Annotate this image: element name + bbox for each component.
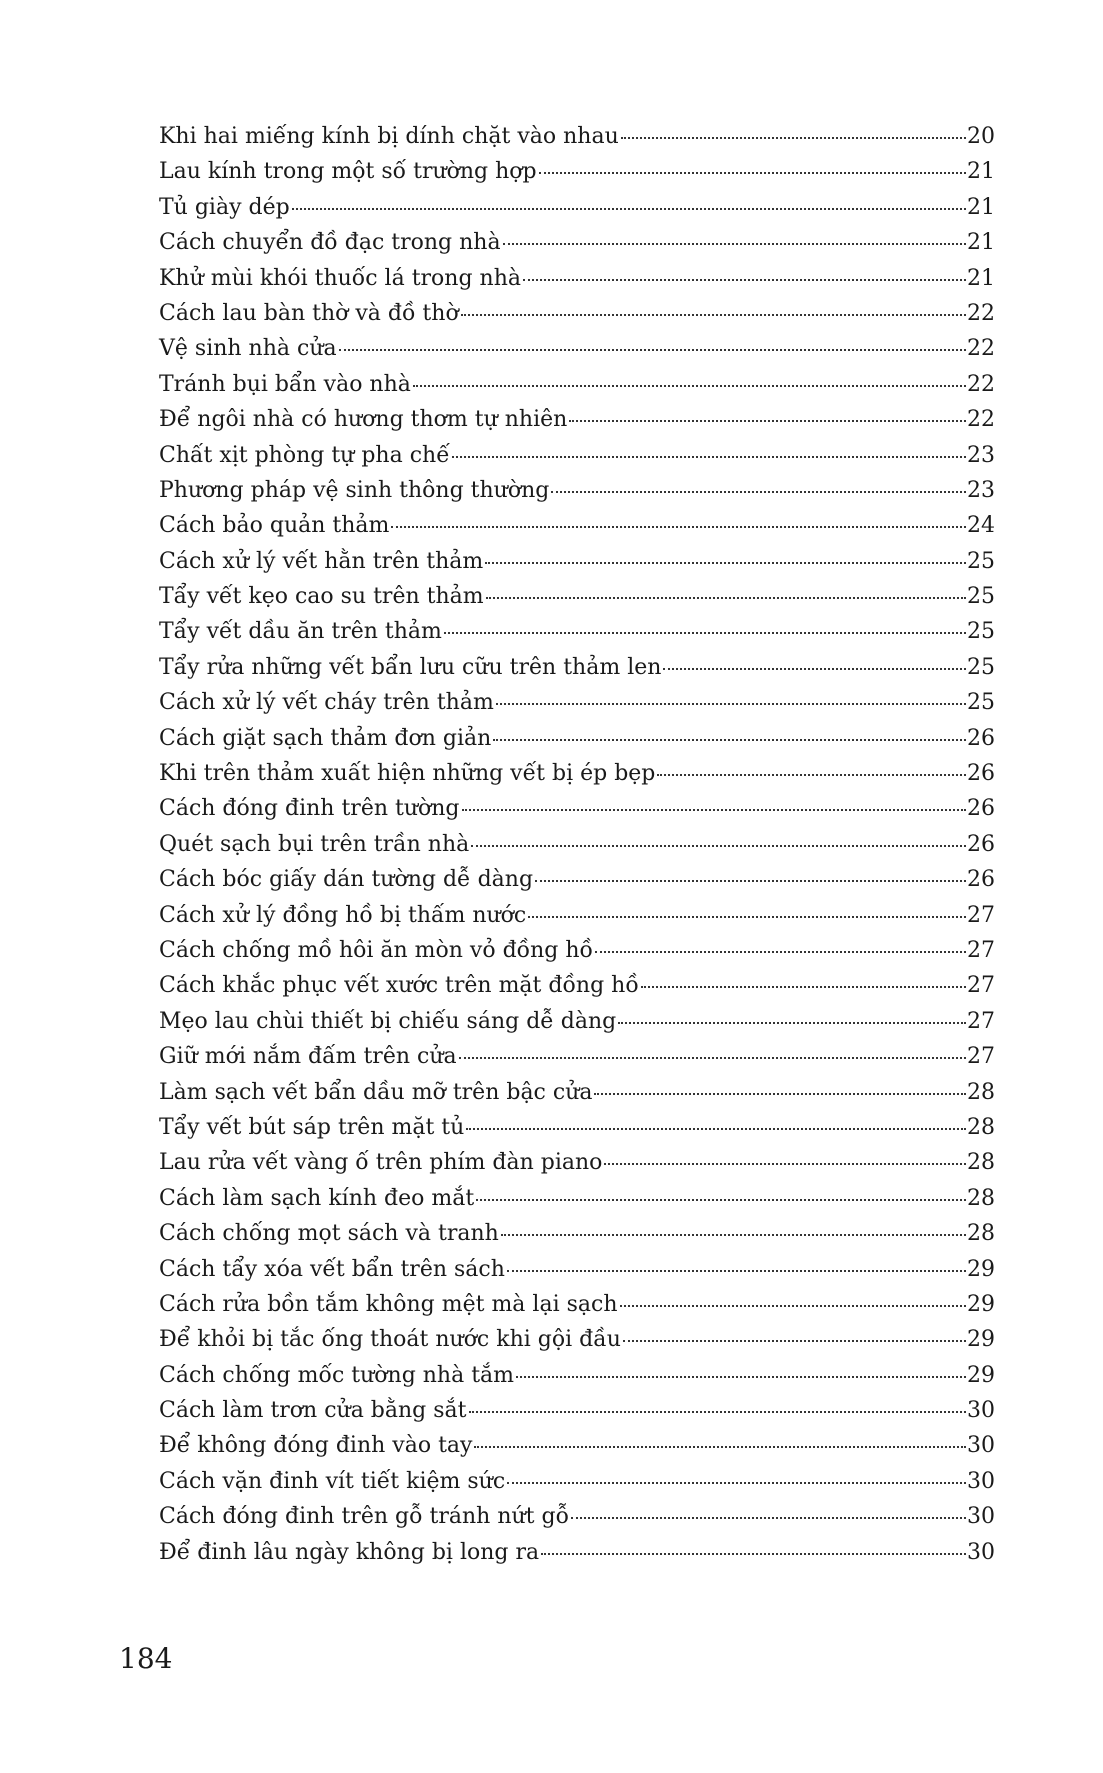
toc-dot-leader [594,1093,966,1095]
toc-entry [159,367,995,402]
toc-entry [159,1145,995,1180]
toc-dot-leader [516,1376,966,1378]
toc-entry-page: 23 [967,442,995,468]
toc-entry-page: 26 [967,796,995,822]
toc-entry [159,225,995,260]
toc-entry-title: Giữ mới nắm đấm trên cửa [159,1044,457,1070]
toc-entry [159,154,995,189]
toc-entry [159,508,995,543]
toc-entry-title: Khi hai miếng kính bị dính chặt vào nhau [159,124,619,149]
toc-entry-page: 22 [967,336,995,362]
toc-entry-title: Tẩy vết kẹo cao su trên thảm [159,584,484,610]
toc-entry-title: Cách xử lý vết hằn trên thảm [159,548,484,574]
toc-entry [159,968,995,1003]
toc-entry [159,1499,995,1534]
toc-dot-leader [474,1446,966,1448]
toc-entry [159,261,995,296]
toc-entry-page: 27 [967,1044,995,1070]
toc-entry-page: 22 [967,371,995,397]
toc-entry-title: Khi trên thảm xuất hiện những vết bị ép bẹp [159,761,656,787]
toc-entry-page: 25 [967,548,995,574]
toc-entry-page: 29 [967,1291,995,1317]
toc-entry-page: 22 [967,300,995,326]
toc-entry-page: 20 [967,124,995,149]
toc-dot-leader [462,809,966,811]
table-of-contents [159,119,995,1570]
toc-dot-leader [620,1305,967,1307]
toc-entry-title: Cách làm trơn cửa bằng sắt [159,1398,467,1424]
toc-dot-leader [339,349,966,351]
toc-entry-title: Phương pháp vệ sinh thông thường [159,477,550,503]
toc-dot-leader [476,1199,966,1201]
toc-entry-title: Để ngôi nhà có hương thơm tự nhiên [159,407,568,433]
toc-entry-page: 25 [967,584,995,610]
toc-entry [159,1181,995,1216]
toc-entry-title: Mẹo lau chùi thiết bị chiếu sáng dễ dàng [159,1008,617,1034]
toc-entry-title: Cách chống mốc tường nhà tắm [159,1362,515,1388]
toc-entry [159,1287,995,1322]
toc-entry-title: Cách bảo quản thảm [159,513,390,539]
toc-entry-page: 29 [967,1256,995,1282]
toc-entry [159,402,995,437]
toc-entry-title: Cách bóc giấy dán tường dễ dàng [159,867,534,893]
toc-entry-title: Lau rửa vết vàng ố trên phím đàn piano [159,1150,603,1176]
toc-entry-title: Cách vặn đinh vít tiết kiệm sức [159,1468,506,1494]
toc-dot-leader [493,739,966,741]
toc-dot-leader [391,526,966,528]
toc-entry-page: 30 [967,1539,995,1565]
toc-dot-leader [523,279,966,281]
toc-entry-page: 21 [967,159,995,185]
toc-dot-leader [539,172,966,174]
toc-entry-page: 24 [967,513,995,539]
toc-dot-leader [503,243,966,245]
toc-entry [159,438,995,473]
toc-entry-page: 26 [967,831,995,857]
page-number: 184 [119,1642,173,1675]
toc-entry [159,791,995,826]
toc-entry [159,721,995,756]
toc-entry [159,1075,995,1110]
toc-entry-title: Cách chống mọt sách và tranh [159,1221,499,1247]
toc-entry [159,544,995,579]
toc-entry-page: 28 [967,1185,995,1211]
toc-entry-title: Cách đóng đinh trên tường [159,796,460,822]
toc-entry [159,862,995,897]
toc-entry-page: 30 [967,1504,995,1530]
toc-entry [159,827,995,862]
toc-entry-page: 30 [967,1433,995,1459]
toc-entry-title: Để không đóng đinh vào tay [159,1433,473,1459]
toc-entry-page: 29 [967,1327,995,1353]
toc-dot-leader [528,916,966,918]
toc-dot-leader [535,880,966,882]
toc-entry-page: 21 [967,265,995,291]
toc-entry [159,1252,995,1287]
toc-entry-page: 25 [967,690,995,716]
toc-entry-title: Tránh bụi bẩn vào nhà [159,371,411,397]
toc-entry-title: Cách khắc phục vết xước trên mặt đồng hồ [159,973,639,999]
toc-dot-leader [507,1270,966,1272]
toc-dot-leader [541,1553,966,1555]
toc-entry-title: Cách lau bàn thờ và đồ thờ [159,300,459,326]
toc-entry-page: 22 [967,407,995,433]
toc-dot-leader [507,1482,966,1484]
toc-dot-leader [604,1163,966,1165]
toc-entry [159,190,995,225]
toc-entry-title: Tẩy vết bút sáp trên mặt tủ [159,1114,465,1140]
toc-dot-leader [469,1411,967,1413]
toc-entry-title: Để khỏi bị tắc ống thoát nước khi gội đầu [159,1327,621,1353]
toc-entry-title: Tủ giày dép [159,194,290,220]
toc-dot-leader [486,597,966,599]
toc-entry [159,1322,995,1357]
toc-entry-title: Làm sạch vết bẩn dầu mỡ trên bậc cửa [159,1079,593,1105]
toc-dot-leader [452,456,966,458]
toc-entry-title: Để đinh lâu ngày không bị long ra [159,1539,540,1565]
toc-entry-page: 29 [967,1362,995,1388]
toc-dot-leader [461,314,966,316]
toc-entry-page: 26 [967,725,995,751]
toc-entry [159,1039,995,1074]
toc-entry [159,473,995,508]
toc-entry [159,1428,995,1463]
toc-entry [159,1110,995,1145]
toc-entry [159,756,995,791]
toc-dot-leader [485,562,966,564]
toc-dot-leader [618,1022,966,1024]
toc-entry-page: 27 [967,973,995,999]
toc-entry-title: Cách làm sạch kính đeo mắt [159,1185,475,1211]
toc-dot-leader [466,1128,966,1130]
toc-entry-page: 26 [967,867,995,893]
toc-entry-title: Tẩy rửa những vết bẩn lưu cữu trên thảm len [159,654,662,680]
toc-entry-page: 30 [967,1468,995,1494]
toc-entry-title: Cách giặt sạch thảm đơn giản [159,725,492,751]
toc-entry-page: 27 [967,902,995,928]
toc-dot-leader [444,632,966,634]
toc-entry [159,1535,995,1570]
toc-entry-title: Chất xịt phòng tự pha chế [159,442,450,468]
toc-entry [159,1216,995,1251]
toc-entry [159,898,995,933]
toc-dot-leader [551,491,966,493]
toc-entry-title: Tẩy vết dầu ăn trên thảm [159,619,442,645]
toc-entry [159,579,995,614]
toc-entry-title: Cách đóng đinh trên gỗ tránh nứt gỗ [159,1504,570,1530]
toc-dot-leader [569,420,966,422]
toc-entry [159,1393,995,1428]
toc-entry-page: 26 [967,761,995,787]
toc-dot-leader [459,1057,966,1059]
toc-entry-page: 27 [967,937,995,963]
toc-entry-page: 28 [967,1150,995,1176]
toc-entry-page: 30 [967,1398,995,1424]
toc-entry-page: 25 [967,619,995,645]
toc-dot-leader [621,137,966,139]
toc-dot-leader [471,845,966,847]
toc-dot-leader [641,986,966,988]
toc-dot-leader [657,774,966,776]
toc-entry [159,331,995,366]
toc-entry-page: 28 [967,1221,995,1247]
toc-dot-leader [496,703,966,705]
toc-dot-leader [595,951,966,953]
toc-entry-title: Vệ sinh nhà cửa [159,336,337,362]
toc-entry [159,296,995,331]
toc-dot-leader [663,668,966,670]
toc-entry-page: 28 [967,1114,995,1140]
toc-dot-leader [292,208,966,210]
toc-entry-title: Lau kính trong một số trường hợp [159,159,537,185]
toc-entry [159,1004,995,1039]
toc-entry-title: Cách xử lý đồng hồ bị thấm nước [159,902,527,928]
toc-entry-title: Khử mùi khói thuốc lá trong nhà [159,265,522,291]
toc-entry-page: 21 [967,230,995,256]
toc-dot-leader [501,1234,966,1236]
toc-entry [159,614,995,649]
toc-entry-title: Cách rửa bồn tắm không mệt mà lại sạch [159,1291,618,1317]
toc-entry [159,119,995,154]
toc-entry-title: Cách xử lý vết cháy trên thảm [159,690,494,716]
toc-dot-leader [413,385,966,387]
toc-entry-page: 27 [967,1008,995,1034]
toc-entry-page: 21 [967,194,995,220]
toc-entry-page: 23 [967,477,995,503]
toc-entry-title: Cách chống mồ hôi ăn mòn vỏ đồng hồ [159,937,594,963]
toc-entry-title: Cách chuyển đồ đạc trong nhà [159,230,501,256]
toc-entry-page: 25 [967,654,995,680]
toc-entry-page: 28 [967,1079,995,1105]
toc-entry-title: Quét sạch bụi trên trần nhà [159,831,470,857]
toc-entry [159,1358,995,1393]
toc-entry [159,1464,995,1499]
toc-entry [159,650,995,685]
toc-entry-title: Cách tẩy xóa vết bẩn trên sách [159,1256,505,1282]
toc-dot-leader [623,1340,966,1342]
toc-dot-leader [571,1517,966,1519]
toc-entry [159,933,995,968]
toc-entry [159,685,995,720]
